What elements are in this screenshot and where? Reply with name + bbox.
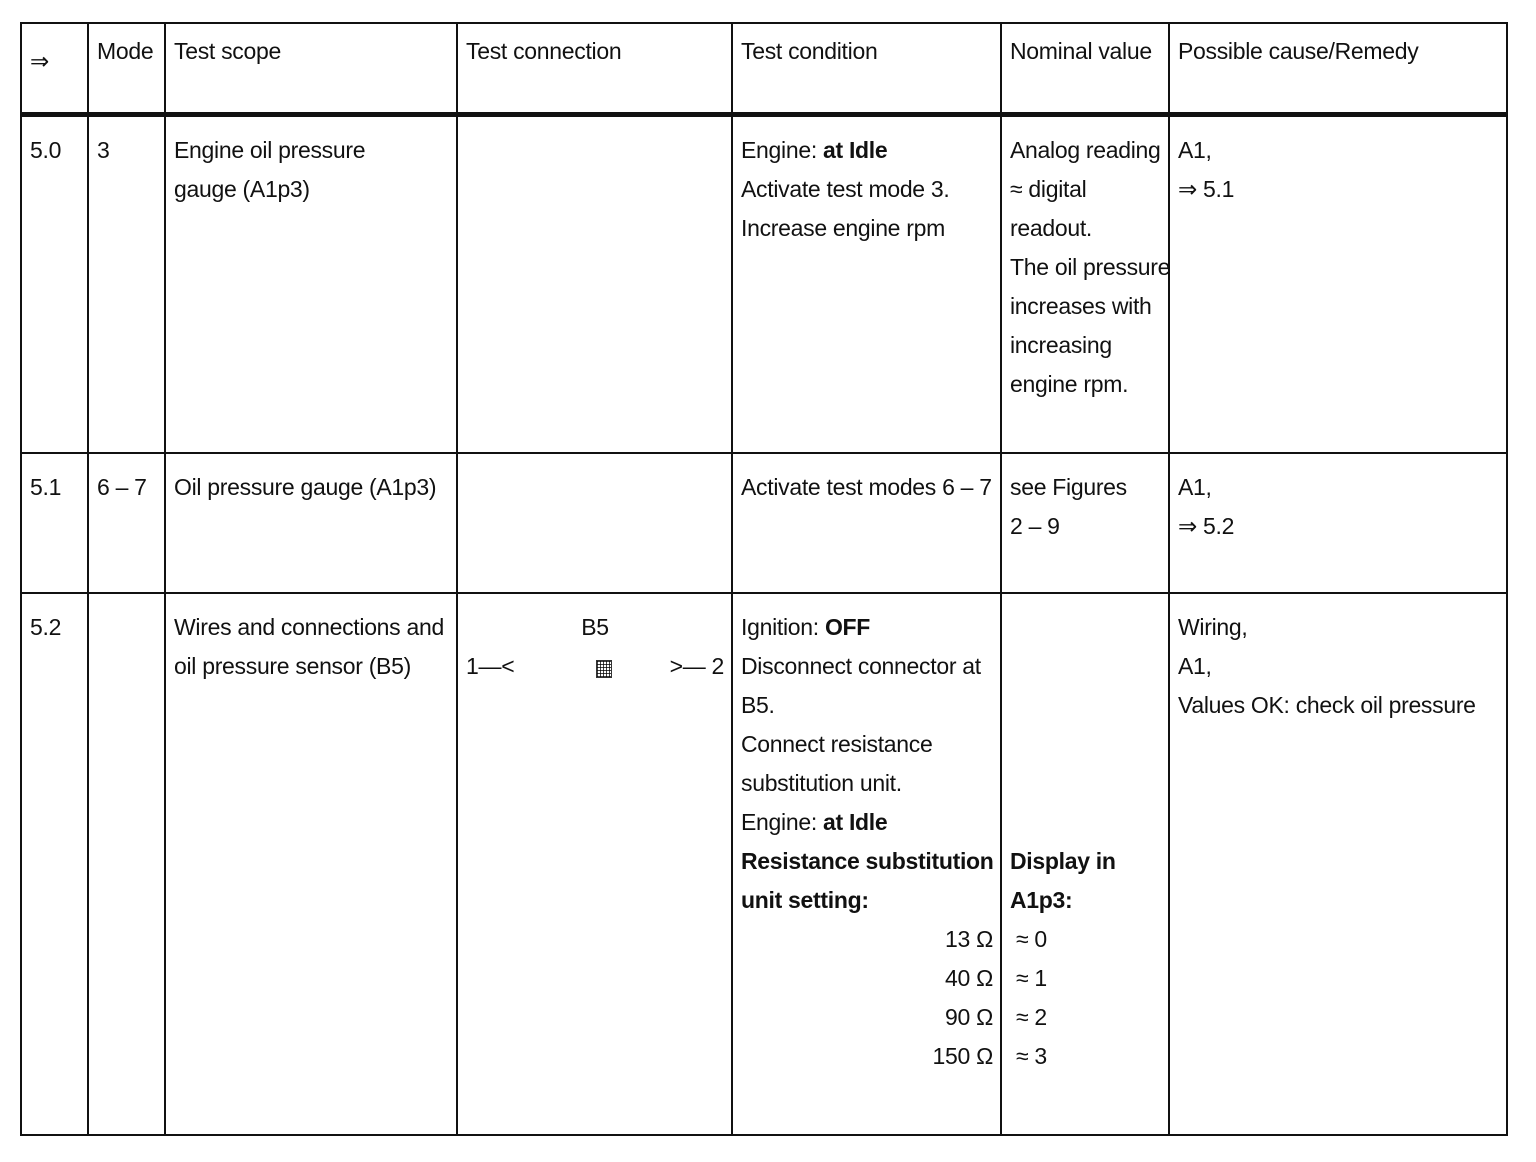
- nominal-value: [1001, 593, 1169, 1136]
- possible-cause: [1169, 593, 1507, 1136]
- step-number: 5.2: [21, 593, 88, 1136]
- condition-engine-line: [741, 803, 993, 842]
- nominal-line: 2 – 9: [1010, 512, 1060, 539]
- connector-pin-left: 1—<: [466, 652, 515, 679]
- table-row: [21, 453, 1507, 593]
- scope-line: Engine oil pressure: [174, 137, 366, 163]
- display-value: ≈ 3: [1016, 1042, 1047, 1069]
- scope-line: Oil pressure gauge (A1p3): [174, 473, 437, 500]
- header-test-condition: Test condition: [732, 23, 1001, 115]
- test-scope: [165, 593, 457, 1136]
- remedy-line: A1,: [1178, 473, 1212, 500]
- table-row: [21, 593, 1507, 1136]
- remedy-link: ⇒ 5.1: [1178, 176, 1235, 202]
- condition-line: substitution unit.: [741, 769, 902, 796]
- condition-engine-prefix: Engine:: [741, 808, 823, 835]
- resistance-row: [741, 959, 993, 998]
- mode-value: 6 – 7: [88, 453, 165, 593]
- condition-line: Increase engine rpm: [741, 215, 945, 241]
- nominal-line: see Figures: [1010, 473, 1127, 500]
- mode-value: [88, 593, 165, 1136]
- step-number: 5.0: [21, 115, 88, 453]
- resistance-value: 90 Ω: [945, 1003, 993, 1030]
- header-test-connection: Test connection: [457, 23, 732, 115]
- resistance-value: 13 Ω: [945, 925, 993, 952]
- header-nominal-value: Nominal value: [1001, 23, 1169, 115]
- test-connection: [457, 115, 732, 453]
- test-table: [20, 22, 1508, 1136]
- display-values: [1010, 920, 1161, 1076]
- display-value: ≈ 1: [1016, 964, 1047, 991]
- condition-ignition-line: [741, 608, 993, 647]
- step-number: 5.1: [21, 453, 88, 593]
- resistance-row: [741, 1037, 993, 1076]
- scope-line: gauge (A1p3): [174, 176, 310, 202]
- nominal-value: [1001, 115, 1169, 453]
- display-heading: Display in: [1010, 847, 1116, 874]
- condition-engine-line: [741, 131, 993, 170]
- sensor-label: B5: [581, 613, 609, 640]
- header-row: [21, 23, 1507, 115]
- scope-line: oil pressure sensor (B5): [174, 652, 411, 679]
- condition-line: Connect resistance: [741, 730, 933, 757]
- setting-heading: unit setting:: [741, 886, 869, 913]
- condition-line: B5.: [741, 691, 775, 718]
- condition-line: Activate test mode 3.: [741, 176, 950, 202]
- test-connection: [457, 593, 732, 1136]
- header-possible-cause: Possible cause/Remedy: [1169, 23, 1507, 115]
- resistance-value: 40 Ω: [945, 964, 993, 991]
- connection-diagram: [466, 608, 724, 688]
- nominal-line: increasing: [1010, 332, 1112, 358]
- condition-line: Activate test modes 6 – 7: [741, 473, 992, 500]
- resistance-row: [741, 998, 993, 1037]
- nominal-line: readout.: [1010, 215, 1092, 241]
- sensor-icon: [596, 660, 612, 678]
- test-connection: [457, 453, 732, 593]
- test-scope: [165, 453, 457, 593]
- mode-value: 3: [88, 115, 165, 453]
- test-scope: [165, 115, 457, 453]
- header-mode: Mode: [88, 23, 165, 115]
- setting-heading: Resistance substitution: [741, 847, 994, 874]
- display-value: ≈ 2: [1016, 1003, 1047, 1030]
- nominal-line: increases with: [1010, 293, 1152, 319]
- header-arrow: ⇒: [21, 23, 88, 115]
- remedy-link: ⇒ 5.2: [1178, 512, 1235, 539]
- condition-engine-state: at Idle: [823, 808, 888, 835]
- remedy-line: Values OK: check oil pressure: [1178, 691, 1476, 718]
- nominal-line: Analog reading: [1010, 137, 1161, 163]
- display-value: ≈ 0: [1016, 925, 1047, 952]
- test-condition: [732, 115, 1001, 453]
- scope-line: Wires and connections and: [174, 613, 444, 640]
- table-row: [21, 115, 1507, 453]
- condition-line: Disconnect connector at: [741, 652, 981, 679]
- possible-cause: [1169, 453, 1507, 593]
- condition-ignition-state: OFF: [824, 613, 871, 640]
- condition-ignition-prefix: Ignition:: [741, 613, 825, 640]
- remedy-line: A1,: [1178, 652, 1212, 679]
- nominal-line: The oil pressure: [1010, 254, 1171, 280]
- nominal-line: ≈ digital: [1010, 176, 1087, 202]
- nominal-value: [1001, 453, 1169, 593]
- display-heading: A1p3:: [1010, 886, 1073, 913]
- connector-pin-right: >— 2: [669, 652, 724, 679]
- remedy-line: Wiring,: [1178, 613, 1248, 640]
- possible-cause: [1169, 115, 1507, 453]
- test-condition: [732, 593, 1001, 1136]
- condition-engine-state: at Idle: [823, 137, 888, 163]
- condition-engine-prefix: Engine:: [741, 137, 823, 163]
- nominal-line: engine rpm.: [1010, 371, 1129, 397]
- header-test-scope: Test scope: [165, 23, 457, 115]
- remedy-line: A1,: [1178, 137, 1212, 163]
- resistance-row: [741, 920, 993, 959]
- nominal-spacer: [1010, 608, 1161, 842]
- resistance-value: 150 Ω: [932, 1042, 993, 1069]
- test-condition: [732, 453, 1001, 593]
